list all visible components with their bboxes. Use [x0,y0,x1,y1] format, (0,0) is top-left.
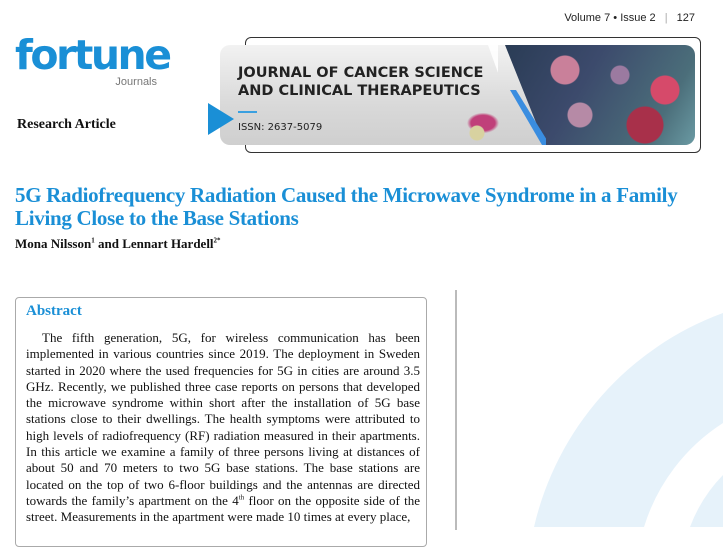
abstract-text-part1: The fifth generation, 5G, for wireless communication has been implemented in various countries since 2019. The deployment in Sweden started in 2020 where the used frequencies for 5G in cities are around 3.5 GHz. Recently, we published three case reports on persons that developed the microwave syndrome within short after the installation of 5G base stations close to their dwellings. The health symptoms were attributed to high levels of radiofrequency (RF) radiation measured in their apartments. In this article we examine a family of three persons living at distances of about 50 and 70 meters to two 5G base stations. The base stations are located on the top of two 6-floor buildings and the antennas are directed towards the family’s apartment on the 4 [26,330,420,508]
journal-accent-rule [238,111,257,113]
author-affiliation: 2* [213,236,221,245]
journal-banner [220,45,695,145]
journal-name-line2: AND CLINICAL THERAPEUTICS [238,83,481,99]
bullet: • [613,12,618,24]
author-name: Mona Nilsson [15,236,92,251]
article-type: Research Article [17,117,116,132]
page-number: 127 [676,12,695,24]
author-name: Lennart Hardell [122,236,214,251]
logo-subtitle: Journals [115,76,157,88]
article-title: 5G Radiofrequency Radiation Caused the Microwave Syndrome in a Family Living Close to the Base Stations [15,183,678,230]
author-list [15,236,221,252]
column-divider [455,290,457,530]
journal-name [238,64,483,100]
journal-name-line1: JOURNAL OF CANCER SCIENCE [238,65,484,81]
issn: ISSN: 2637-5079 [238,122,323,133]
fortune-journals-logo [15,31,170,94]
issue-label: Issue 2 [620,12,656,24]
ordinal-superscript: th [238,493,245,502]
separator: | [664,12,668,24]
abstract-heading: Abstract [26,303,82,319]
abstract-text-part2: floor on the opposite side of the street. Measurements in the apartment were made 10 times at every place, [26,492,420,525]
author-joiner: and [94,236,123,251]
volume-issue-page [564,12,695,24]
cancer-cell-icon [455,105,505,141]
volume-label: Volume 7 [564,12,611,24]
abstract-box [15,297,427,547]
abstract-body [26,330,420,526]
author-affiliation: 1 [91,236,95,245]
play-arrow-icon [208,103,234,135]
logo-wordmark: fortune [15,31,170,79]
